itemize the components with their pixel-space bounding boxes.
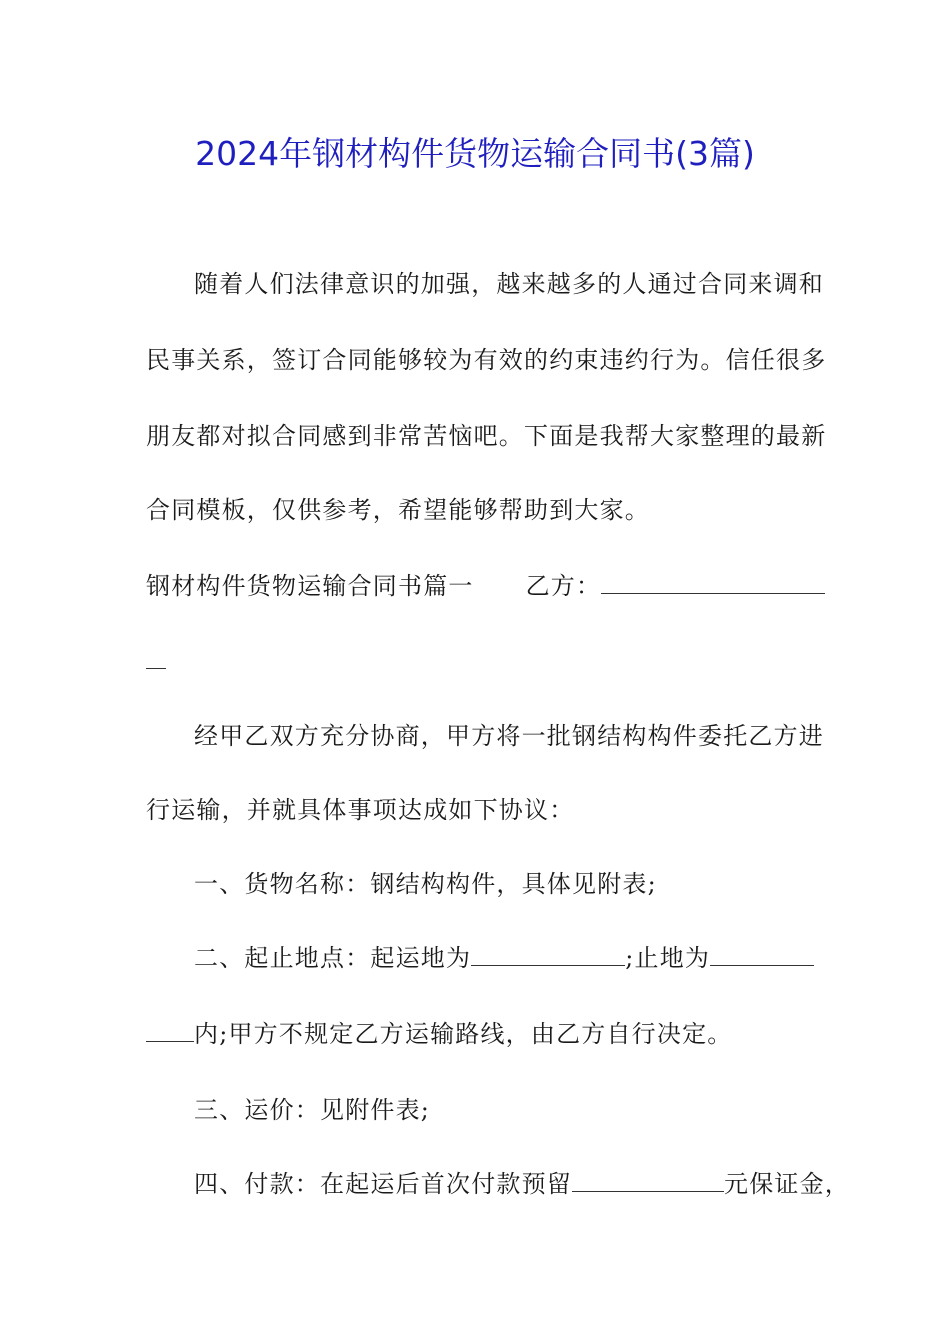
clause-2-line-2 xyxy=(146,1018,732,1050)
destination-blank xyxy=(710,943,814,966)
clause-2-destination-label: ;止地为 xyxy=(625,944,711,972)
deposit-blank xyxy=(572,1169,724,1192)
intro-line-4: 合同模板，仅供参考，希望能够帮助到大家。 xyxy=(146,496,650,524)
party-b-blank-continued xyxy=(146,646,166,669)
document-title: 2024年钢材构件货物运输合同书(3篇) xyxy=(195,134,755,173)
intro-line-3: 朋友都对拟合同感到非常苦恼吧。下面是我帮大家整理的最新 xyxy=(146,422,827,450)
party-b-label: 乙方： xyxy=(525,572,602,600)
section-heading-line xyxy=(146,570,825,602)
clause-4-deposit: 元保证金， xyxy=(724,1170,850,1198)
intro-line-2: 民事关系，签订合同能够较为有效的约束违约行为。信任很多 xyxy=(146,346,827,374)
clause-1: 一、货物名称：钢结构构件，具体见附表; xyxy=(194,870,657,898)
clause-4-payment: 四、付款：在起运后首次付款预留 xyxy=(194,1170,572,1198)
destination-blank-continued xyxy=(146,1019,194,1042)
section-heading: 钢材构件货物运输合同书篇一 xyxy=(146,572,474,600)
agreement-line-2: 行运输，并就具体事项达成如下协议： xyxy=(146,796,575,824)
clause-2-origin-label: 二、起止地点：起运地为 xyxy=(194,944,472,972)
clause-3: 三、运价：见附件表; xyxy=(194,1096,431,1124)
clause-4-line-1 xyxy=(194,1168,850,1200)
intro-line-1: 随着人们法律意识的加强，越来越多的人通过合同来调和 xyxy=(194,270,824,298)
clause-2-line-1 xyxy=(194,942,814,974)
clause-2-route: 内;甲方不规定乙方运输路线，由乙方自行决定。 xyxy=(194,1020,733,1048)
origin-blank xyxy=(471,943,625,966)
party-b-blank xyxy=(601,571,825,594)
agreement-line-1: 经甲乙双方充分协商，甲方将一批钢结构构件委托乙方进 xyxy=(194,722,824,750)
